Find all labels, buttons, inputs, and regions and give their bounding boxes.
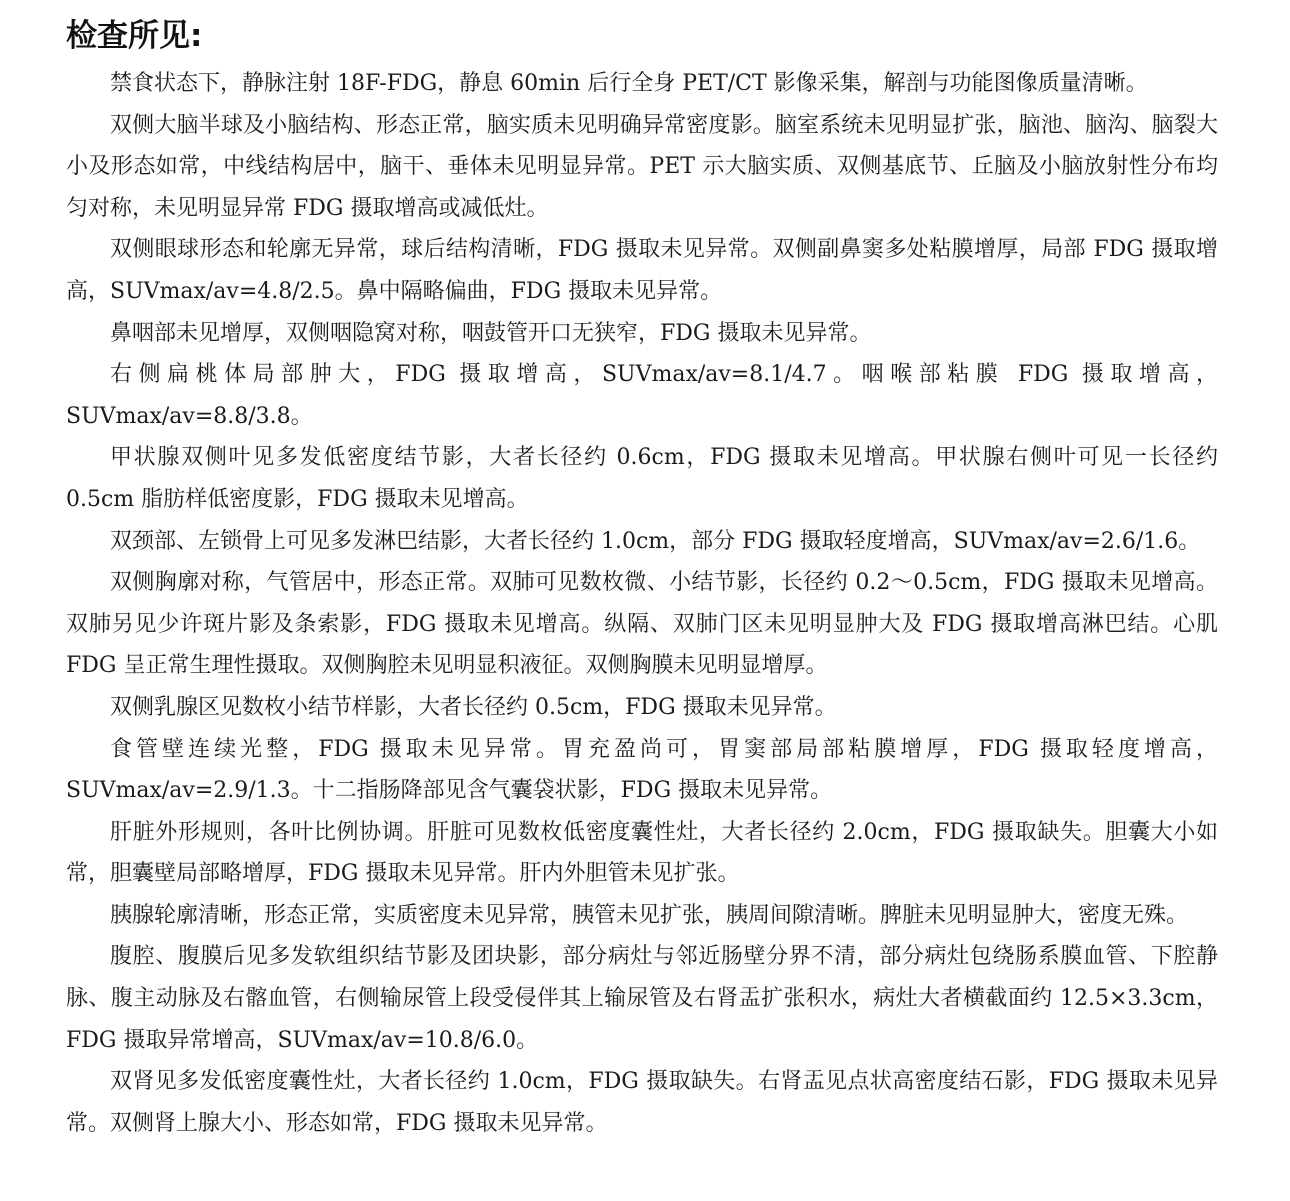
findings-paragraph-brain: 双侧大脑半球及小脑结构、形态正常，脑实质未见明确异常密度影。脑室系统未见明显扩张，脑池、脑沟、脑裂大小及形态如常，中线结构居中，脑干、垂体未见明显异常。PET 示大脑实质、双侧基底节、丘脑及小脑放射性分布均匀对称，未见明显异常 FDG 摄取增高或减低灶。 [66,112,1218,221]
findings-paragraph-liver-gallbladder: 肝脏外形规则，各叶比例协调。肝脏可见数枚低密度囊性灶，大者长径约 2.0cm，FDG 摄取缺失。胆囊大小如常，胆囊壁局部略增厚，FDG 摄取未见异常。肝内外胆管未见扩张。 [66,819,1218,887]
findings-paragraph-tonsil-pharynx: 右侧扁桃体局部肿大，FDG 摄取增高，SUVmax/av=8.1/4.7。咽喉部粘膜 FDG 摄取增高，SUVmax/av=8.8/3.8。 [66,362,1218,429]
findings-paragraph-nasopharynx: 鼻咽部未见增厚，双侧咽隐窝对称，咽鼓管开口无狭窄，FDG 摄取未见异常。 [110,320,872,346]
findings-paragraph-neck-lymph-nodes: 双颈部、左锁骨上可见多发淋巴结影，大者长径约 1.0cm，部分 FDG 摄取轻度增高，SUVmax/av=2.6/1.6。 [110,528,1201,554]
findings-paragraph-eyes-sinuses: 双侧眼球形态和轮廓无异常，球后结构清晰，FDG 摄取未见异常。双侧副鼻窦多处粘膜增厚，局部 FDG 摄取增高，SUVmax/av=4.8/2.5。鼻中隔略偏曲，FDG 摄取未见异常。 [66,237,1218,304]
findings-paragraph-pancreas-spleen: 胰腺轮廓清晰，形态正常，实质密度未见异常，胰管未见扩张，胰周间隙清晰。脾脏未见明显肿大，密度无殊。 [110,902,1189,928]
findings-paragraph-abdomen-retroperitoneum: 腹腔、腹膜后见多发软组织结节影及团块影，部分病灶与邻近肠壁分界不清，部分病灶包绕肠系膜血管、下腔静脉、腹主动脉及右髂血管，右侧输尿管上段受侵伴其上输尿管及右肾盂扩张积水，病灶大者横截面约 12.5×3.3cm，FDG 摄取异常增高，SUVmax/av=10.8/6.0。 [66,944,1218,1053]
findings-paragraph-chest: 双侧胸廓对称，气管居中，形态正常。双肺可见数枚微、小结节影，长径约 0.2～0.5cm，FDG 摄取未见增高。双肺另见少许斑片影及条索影，FDG 摄取未见增高。纵隔、双肺门区未见明显肿大及 FDG 摄取增高淋巴结。心肌 FDG 呈正常生理性摄取。双侧胸腔未见明显积液征。双侧胸膜未见明显增厚。 [66,570,1218,679]
findings-paragraph-esophagus-stomach: 食管壁连续光整，FDG 摄取未见异常。胃充盈尚可，胃窦部局部粘膜增厚，FDG 摄取轻度增高，SUVmax/av=2.9/1.3。十二指肠降部见含气囊袋状影，FDG 摄取未见异常。 [66,736,1218,804]
findings-paragraph-kidneys-adrenals: 双肾见多发低密度囊性灶，大者长径约 1.0cm，FDG 摄取缺失。右肾盂见点状高密度结石影，FDG 摄取未见异常。双侧肾上腺大小、形态如常，FDG 摄取未见异常。 [66,1069,1218,1136]
findings-paragraph-breast: 双侧乳腺区见数枚小结节样影，大者长径约 0.5cm，FDG 摄取未见异常。 [110,694,837,720]
findings-paragraph-exam-protocol: 禁食状态下，静脉注射 18F-FDG，静息 60min 后行全身 PET/CT 影像采集，解剖与功能图像质量清晰。 [110,71,1148,96]
findings-body [66,63,1218,1144]
section-heading: 检查所见: [66,18,203,54]
findings-paragraph-thyroid: 甲状腺双侧叶见多发低密度结节影，大者长径约 0.6cm，FDG 摄取未见增高。甲状腺右侧叶可见一长径约 0.5cm 脂肪样低密度影，FDG 摄取未见增高。 [66,445,1218,512]
